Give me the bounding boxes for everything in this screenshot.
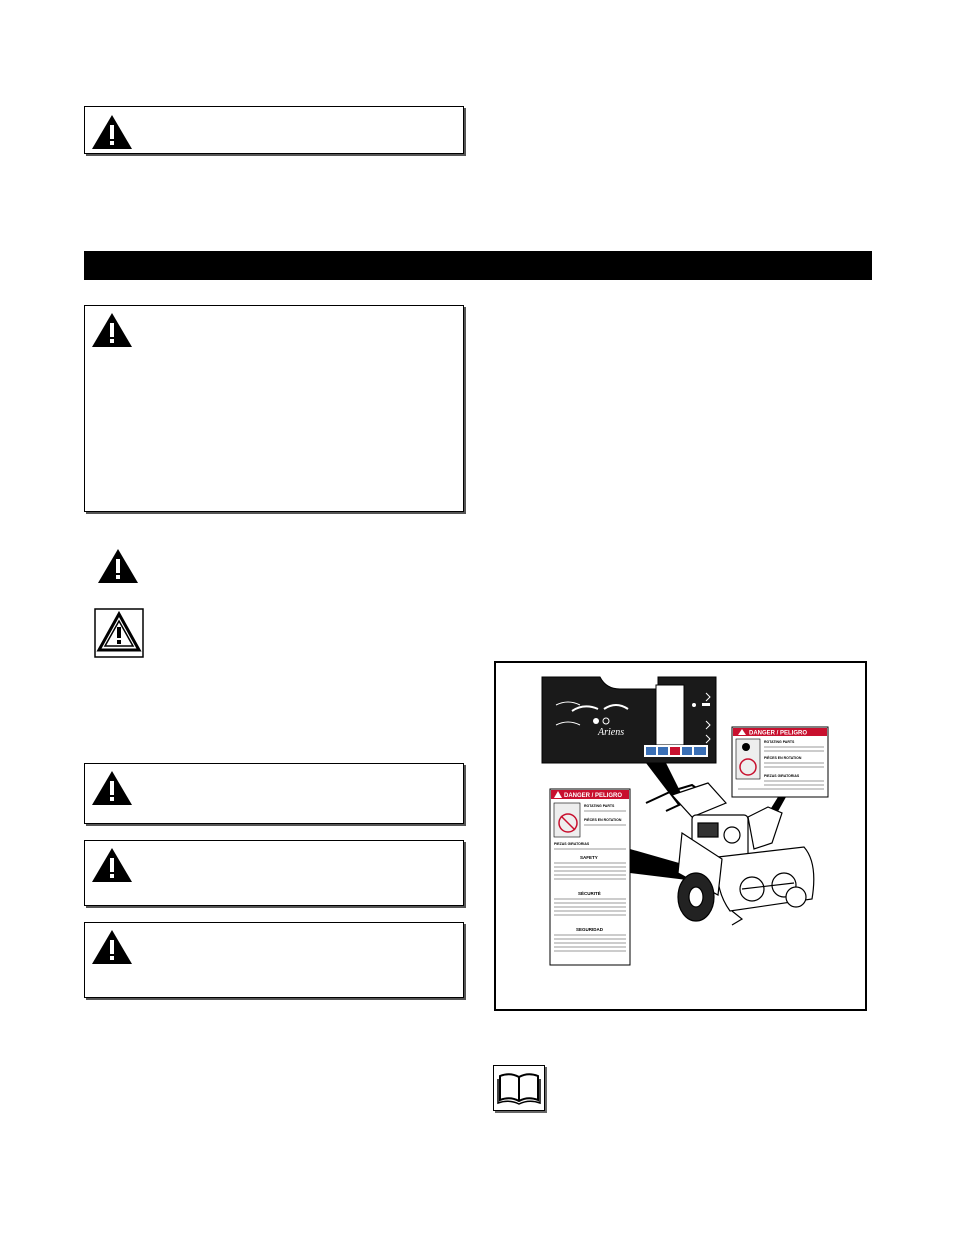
decal-heading: ROTATING PARTS [584,804,615,808]
safety-alert-icon [97,548,139,584]
decal-heading: PIÈCES EN ROTATION [584,818,622,822]
warning-triangle-icon [91,312,133,348]
warning-box-2 [84,840,464,906]
warning-triangle-icon [91,114,133,150]
warning-box-3 [84,922,464,998]
control-panel-decal [542,677,716,763]
warning-box-top [84,106,464,154]
warning-box-large [84,305,464,512]
right-danger-decal [732,727,828,797]
snow-thrower-illustration [496,663,865,1009]
brand-logo: Ariens [598,727,625,738]
warning-triangle-icon [91,847,133,883]
warning-triangle-icon [91,770,133,806]
decal-heading: ROTATING PARTS [764,740,795,744]
warning-triangle-icon [91,929,133,965]
read-manual-icon [493,1065,545,1111]
decal-heading: PIEZAS GIRATORIAS [554,842,590,846]
section-banner [84,251,872,280]
decal-heading: PIEZAS GIRATORIAS [764,774,800,778]
decal-header: DANGER / PELIGRO [564,793,623,799]
decal-heading: PIÈCES EN ROTATION [764,756,802,760]
decal-location-figure [494,661,867,1011]
left-danger-decal [550,789,630,965]
decal-heading: SÉCURITÉ [578,891,601,896]
snow-thrower-body [646,783,814,925]
decal-header: DANGER / PELIGRO [749,730,808,737]
decal-heading: SEGURIDAD [576,927,604,932]
warning-box-1 [84,763,464,824]
decal-heading: SAFETY [580,855,598,860]
outlined-alert-icon [94,608,144,658]
